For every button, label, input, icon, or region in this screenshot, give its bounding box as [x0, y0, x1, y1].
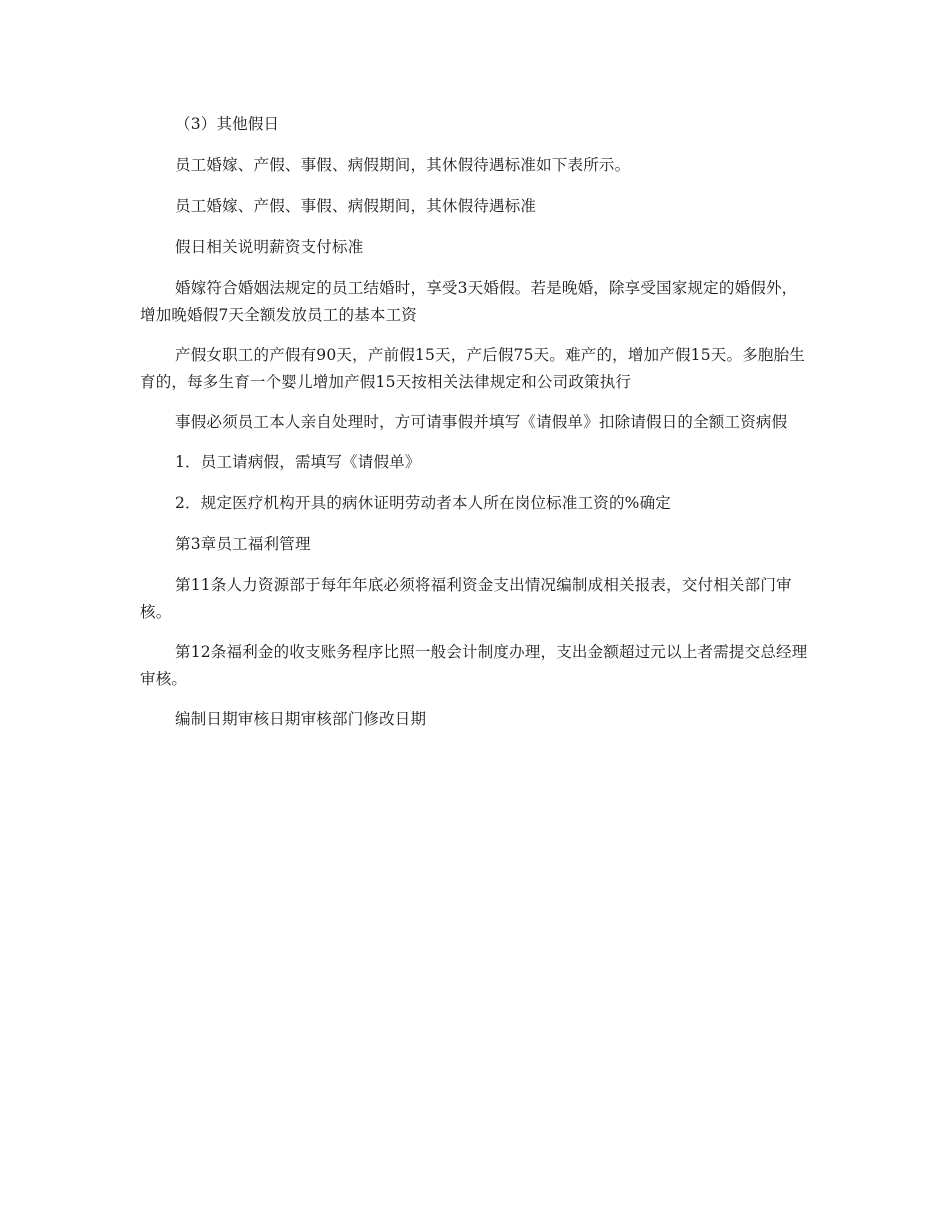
leave-table-header: 假日相关说明薪资支付标准 [175, 238, 364, 256]
sick-leave-item-2: 2．规定医疗机构开具的病休证明劳动者本人所在岗位标准工资的%确定 [175, 494, 671, 512]
leave-table-title: 员工婚嫁、产假、事假、病假期间，其休假待遇标准 [175, 197, 537, 215]
personal-leave-paragraph: 事假必须员工本人亲自处理时，方可请事假并填写《请假单》扣除请假日的全额工资病假 [175, 413, 788, 431]
leave-intro-paragraph: 员工婚嫁、产假、事假、病假期间，其休假待遇标准如下表所示。 [175, 156, 631, 174]
section-heading-other-holidays: （3）其他假日 [175, 115, 280, 133]
chapter-heading: 第3章员工福利管理 [175, 535, 311, 553]
marriage-leave-paragraph: 婚嫁符合婚姻法规定的员工结婚时，享受3天婚假。若是晚婚，除享受国家规定的婚假外，增加晚婚假7天全额发放员工的基本工资 [140, 279, 798, 324]
maternity-leave-paragraph: 产假女职工的产假有90天，产前假15天，产后假75天。难产的，增加产假15天。多胞胎生育的，每多生育一个婴儿增加产假15天按相关法律规定和公司政策执行 [140, 346, 805, 391]
document-footer-fields: 编制日期审核日期审核部门修改日期 [175, 710, 427, 728]
article-12-paragraph: 第12条福利金的收支账务程序比照一般会计制度办理，支出金额超过元以上者需提交总经理审核。 [140, 643, 808, 688]
sick-leave-item-1: 1．员工请病假，需填写《请假单》 [175, 453, 421, 471]
document-page [140, 111, 812, 747]
article-11-paragraph: 第11条人力资源部于每年年底必须将福利资金支出情况编制成相关报表，交付相关部门审核。 [140, 576, 792, 621]
